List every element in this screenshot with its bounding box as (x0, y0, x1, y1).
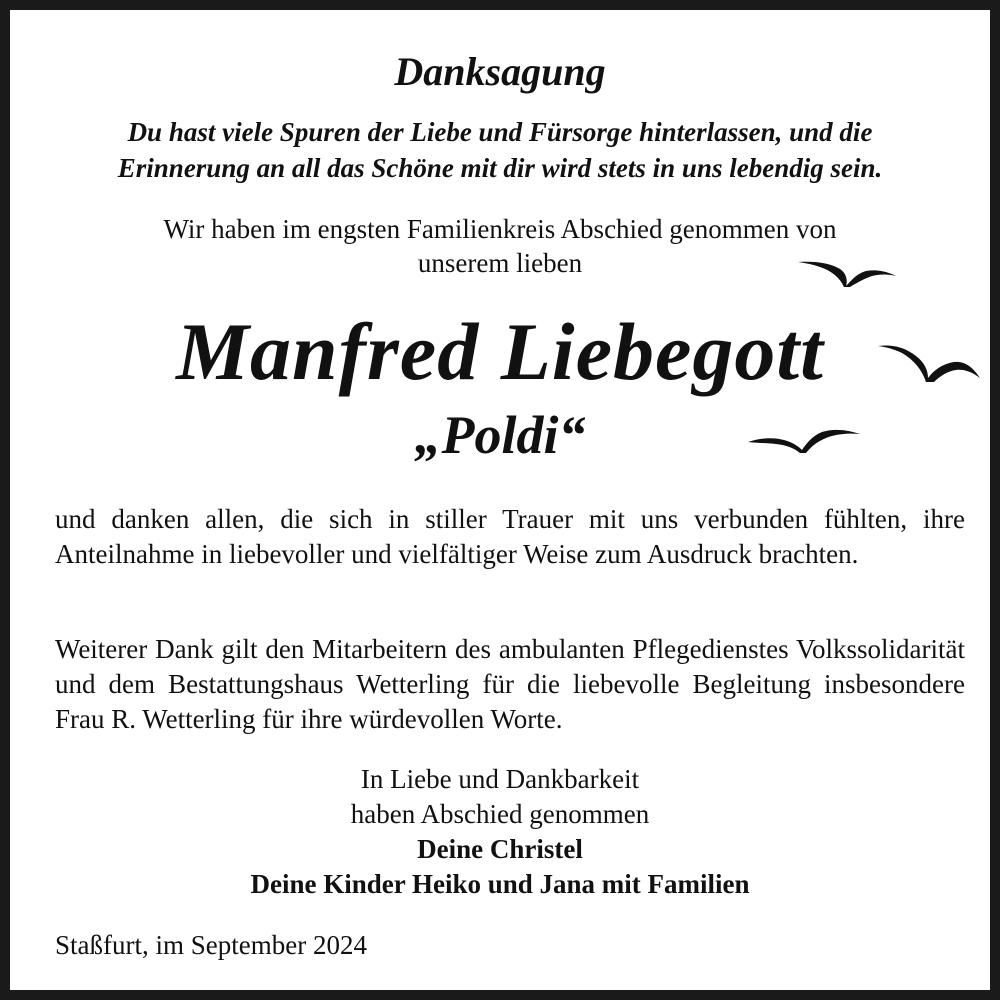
signer-children: Deine Kinder Heiko und Jana mit Familien (250, 869, 750, 899)
flying-bird-icon (746, 420, 862, 454)
motto-line-2: Erinnerung an all das Schöne mit dir wird stets in uns lebendig sein. (117, 153, 883, 183)
flying-bird-icon (876, 338, 982, 384)
intro-line-2: unserem lieben (417, 248, 583, 278)
closing-line-1: In Liebe und Dankbarkeit (360, 764, 640, 794)
closing-line-2: haben Abschied genommen (350, 799, 650, 829)
notice-title: Danksagung (394, 49, 606, 94)
deceased-nickname: „Poldi“ (414, 405, 586, 465)
intro-line-1: Wir haben im engsten Familienkreis Abschied genommen von (163, 214, 837, 244)
thanks-paragraph: und danken allen, die sich in stiller Trauer mit uns verbunden fühlten, ihre Anteilnahme in liebevoller und vielfältiger Weise zum Ausdruck brachten. (55, 504, 965, 569)
deceased-name: Manfred Liebegott (176, 306, 824, 397)
motto-quote (50, 114, 950, 186)
motto-line-1: Du hast viele Spuren der Liebe und Fürsorge hinterlassen, und die (127, 117, 873, 147)
place-date: Staßfurt, im September 2024 (55, 930, 367, 960)
signer-christel: Deine Christel (417, 834, 583, 864)
further-thanks-paragraph: Weiterer Dank gilt den Mitarbeitern des ambulanten Pflegedienstes Volkssolidarität und dem Bestattungshaus Wetterling für die liebevolle Begleitung insbesondere Frau R. Wetterling für ihre würdevollen Worte. (55, 634, 965, 734)
flying-bird-icon (796, 258, 900, 288)
closing-block (50, 762, 950, 902)
